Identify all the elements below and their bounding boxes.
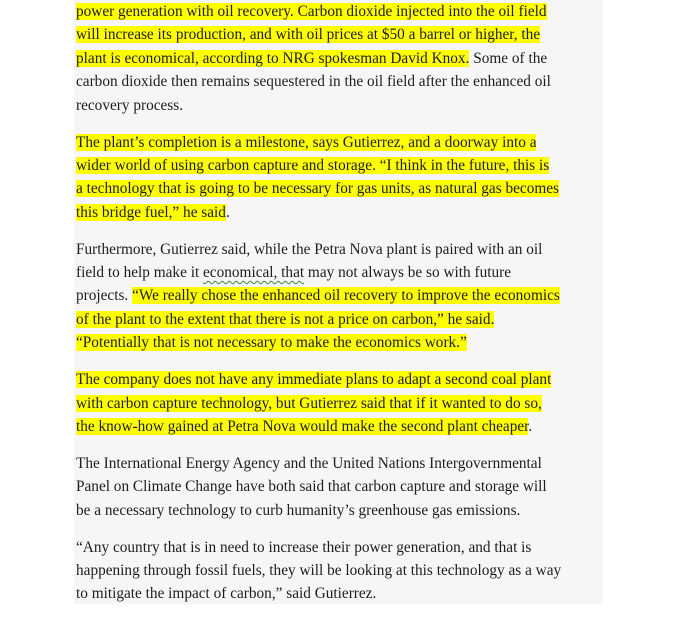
text-line [76,334,467,351]
text-segment: . [225,203,230,221]
text-line [76,585,376,602]
text-line [76,395,542,412]
text-line [76,97,183,114]
paragraph [76,0,603,117]
paragraph-gap [76,438,603,452]
paragraph [76,131,603,225]
text-segment: economical, that [203,264,305,282]
highlighted-text: a technology that is going to be necessary for gas units, as natural gas becomes [76,180,559,198]
text-line [76,241,542,258]
text-line [76,562,561,579]
text-line [76,455,542,472]
text-line [76,180,559,197]
highlighted-text: The plant’s completion is a milestone, says Gutierrez, and a doorway into a [76,133,537,151]
text-line [76,157,549,174]
article-body [76,0,603,604]
text-line [76,3,547,20]
highlighted-text: will increase its production, and with oil prices at $50 a barrel or higher, the [76,26,541,44]
text-segment: recovery process. [76,96,184,114]
text-segment: carbon dioxide then remains sequestered in the oil field after the enhanced oil [76,73,551,91]
text-segment: to mitigate the impact of carbon,” said Gutierrez. [76,585,377,603]
text-segment: may not always be so with future [304,264,511,282]
highlighted-text: of the plant to the extent that there is not a price on carbon,” he said. [76,310,495,328]
highlighted-text: this bridge fuel,” he said [76,203,226,221]
text-segment: “Any country that is in need to increase their power generation, and that is [76,538,532,556]
paragraph [76,368,603,438]
highlighted-text: the know-how gained at Petra Nova would make the second plant cheaper [76,418,529,435]
text-line [76,371,551,388]
paragraph-gap [76,117,603,131]
paragraph [76,238,603,355]
document-page [74,0,603,604]
highlighted-text: plant is economical, according to NRG spokesman David Knox. [76,49,470,67]
text-segment: Some of the [469,49,548,67]
text-segment: The International Energy Agency and the United Nations Intergovernmental [76,454,542,472]
text-line [76,478,547,495]
text-segment: Panel on Climate Change have both said that carbon capture and storage will [76,478,547,496]
paragraph-gap [76,355,603,369]
text-segment: field to help make it [76,264,204,282]
text-line [76,264,511,281]
text-line [76,311,494,328]
text-segment: be a necessary technology to curb humanity’s greenhouse gas emissions. [76,501,521,519]
text-segment: happening through fossil fuels, they will be looking at this technology as a way [76,562,562,580]
highlighted-text: “We really chose the enhanced oil recovery to improve the economics [132,287,560,305]
text-line [76,418,532,435]
highlighted-text: wider world of using carbon capture and storage. “I think in the future, this is [76,156,550,174]
highlighted-text: power generation with oil recovery. Carbon dioxide injected into the oil field [76,3,547,20]
text-line [76,539,531,556]
text-segment: Furthermore, Gutierrez said, while the Petra Nova plant is paired with an oil [76,240,543,258]
text-segment: projects. [76,287,133,305]
text-line [76,204,230,221]
text-line [76,287,560,304]
text-line [76,26,540,43]
highlighted-text: “Potentially that is not necessary to make the economics work.” [76,334,467,352]
paragraph-gap [76,224,603,238]
text-line [76,73,551,90]
text-segment: . [528,418,533,435]
highlighted-text: with carbon capture technology, but Gutierrez said that if it wanted to do so, [76,394,542,412]
highlighted-text: The company does not have any immediate plans to adapt a second coal plant [76,371,552,389]
text-line [76,134,536,151]
paragraph [76,536,603,604]
text-line [76,50,547,67]
text-line [76,502,520,519]
paragraph-gap [76,522,603,536]
paragraph [76,452,603,522]
